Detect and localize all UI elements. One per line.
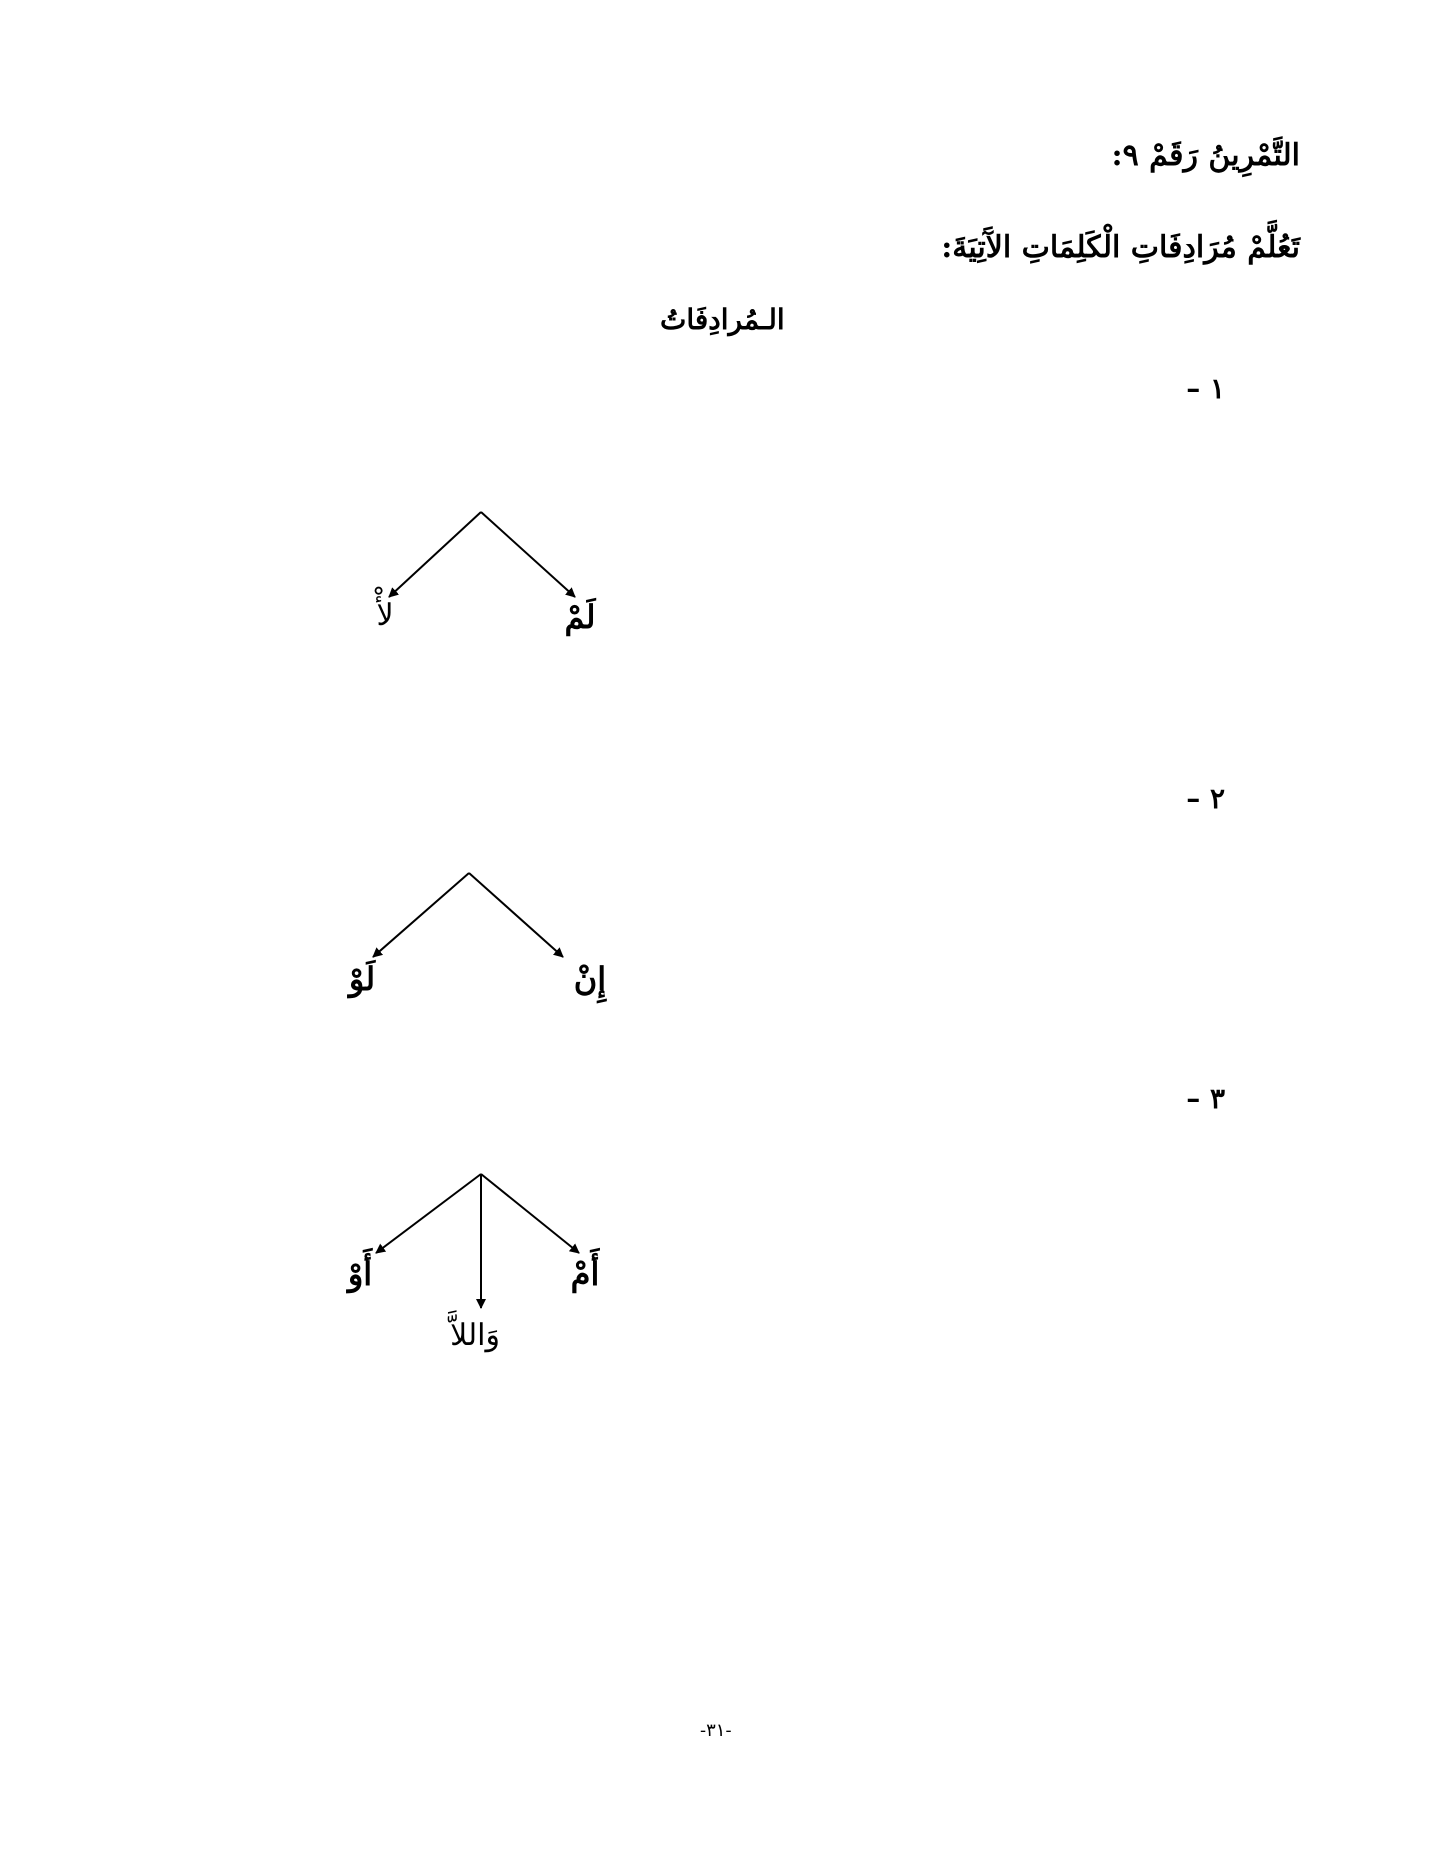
synonym-word: لَوْ: [348, 960, 376, 998]
item-number-1: ١ –: [1186, 372, 1225, 405]
item-number-2: ٢ –: [1186, 782, 1225, 815]
diagram-1-arrows: [389, 512, 575, 597]
diagram-3-arrows: [376, 1174, 579, 1308]
page-number: -٣١-: [700, 1720, 732, 1741]
synonym-word: إِنْ: [573, 960, 607, 998]
item-number-3: ٣ –: [1186, 1082, 1225, 1115]
synonym-word: أَمْ: [570, 1255, 600, 1293]
instruction-text: تَعُلَّمْ مُرَادِفَاتِ الْكَلِمَاتِ الآَتِيَةَ:: [941, 230, 1300, 265]
synonyms-heading: الـمُرادِفَاتُ: [660, 303, 785, 336]
synonym-word: لأْ: [376, 598, 394, 633]
exercise-title: التَّمْرِينُ رَقَمْ ٩:: [1111, 138, 1300, 173]
synonym-word: لَمْ: [564, 598, 596, 636]
synonym-word: أَوْ: [347, 1255, 373, 1293]
synonym-word: وَاللاَّ: [450, 1318, 500, 1353]
diagram-2-arrows: [373, 873, 563, 957]
